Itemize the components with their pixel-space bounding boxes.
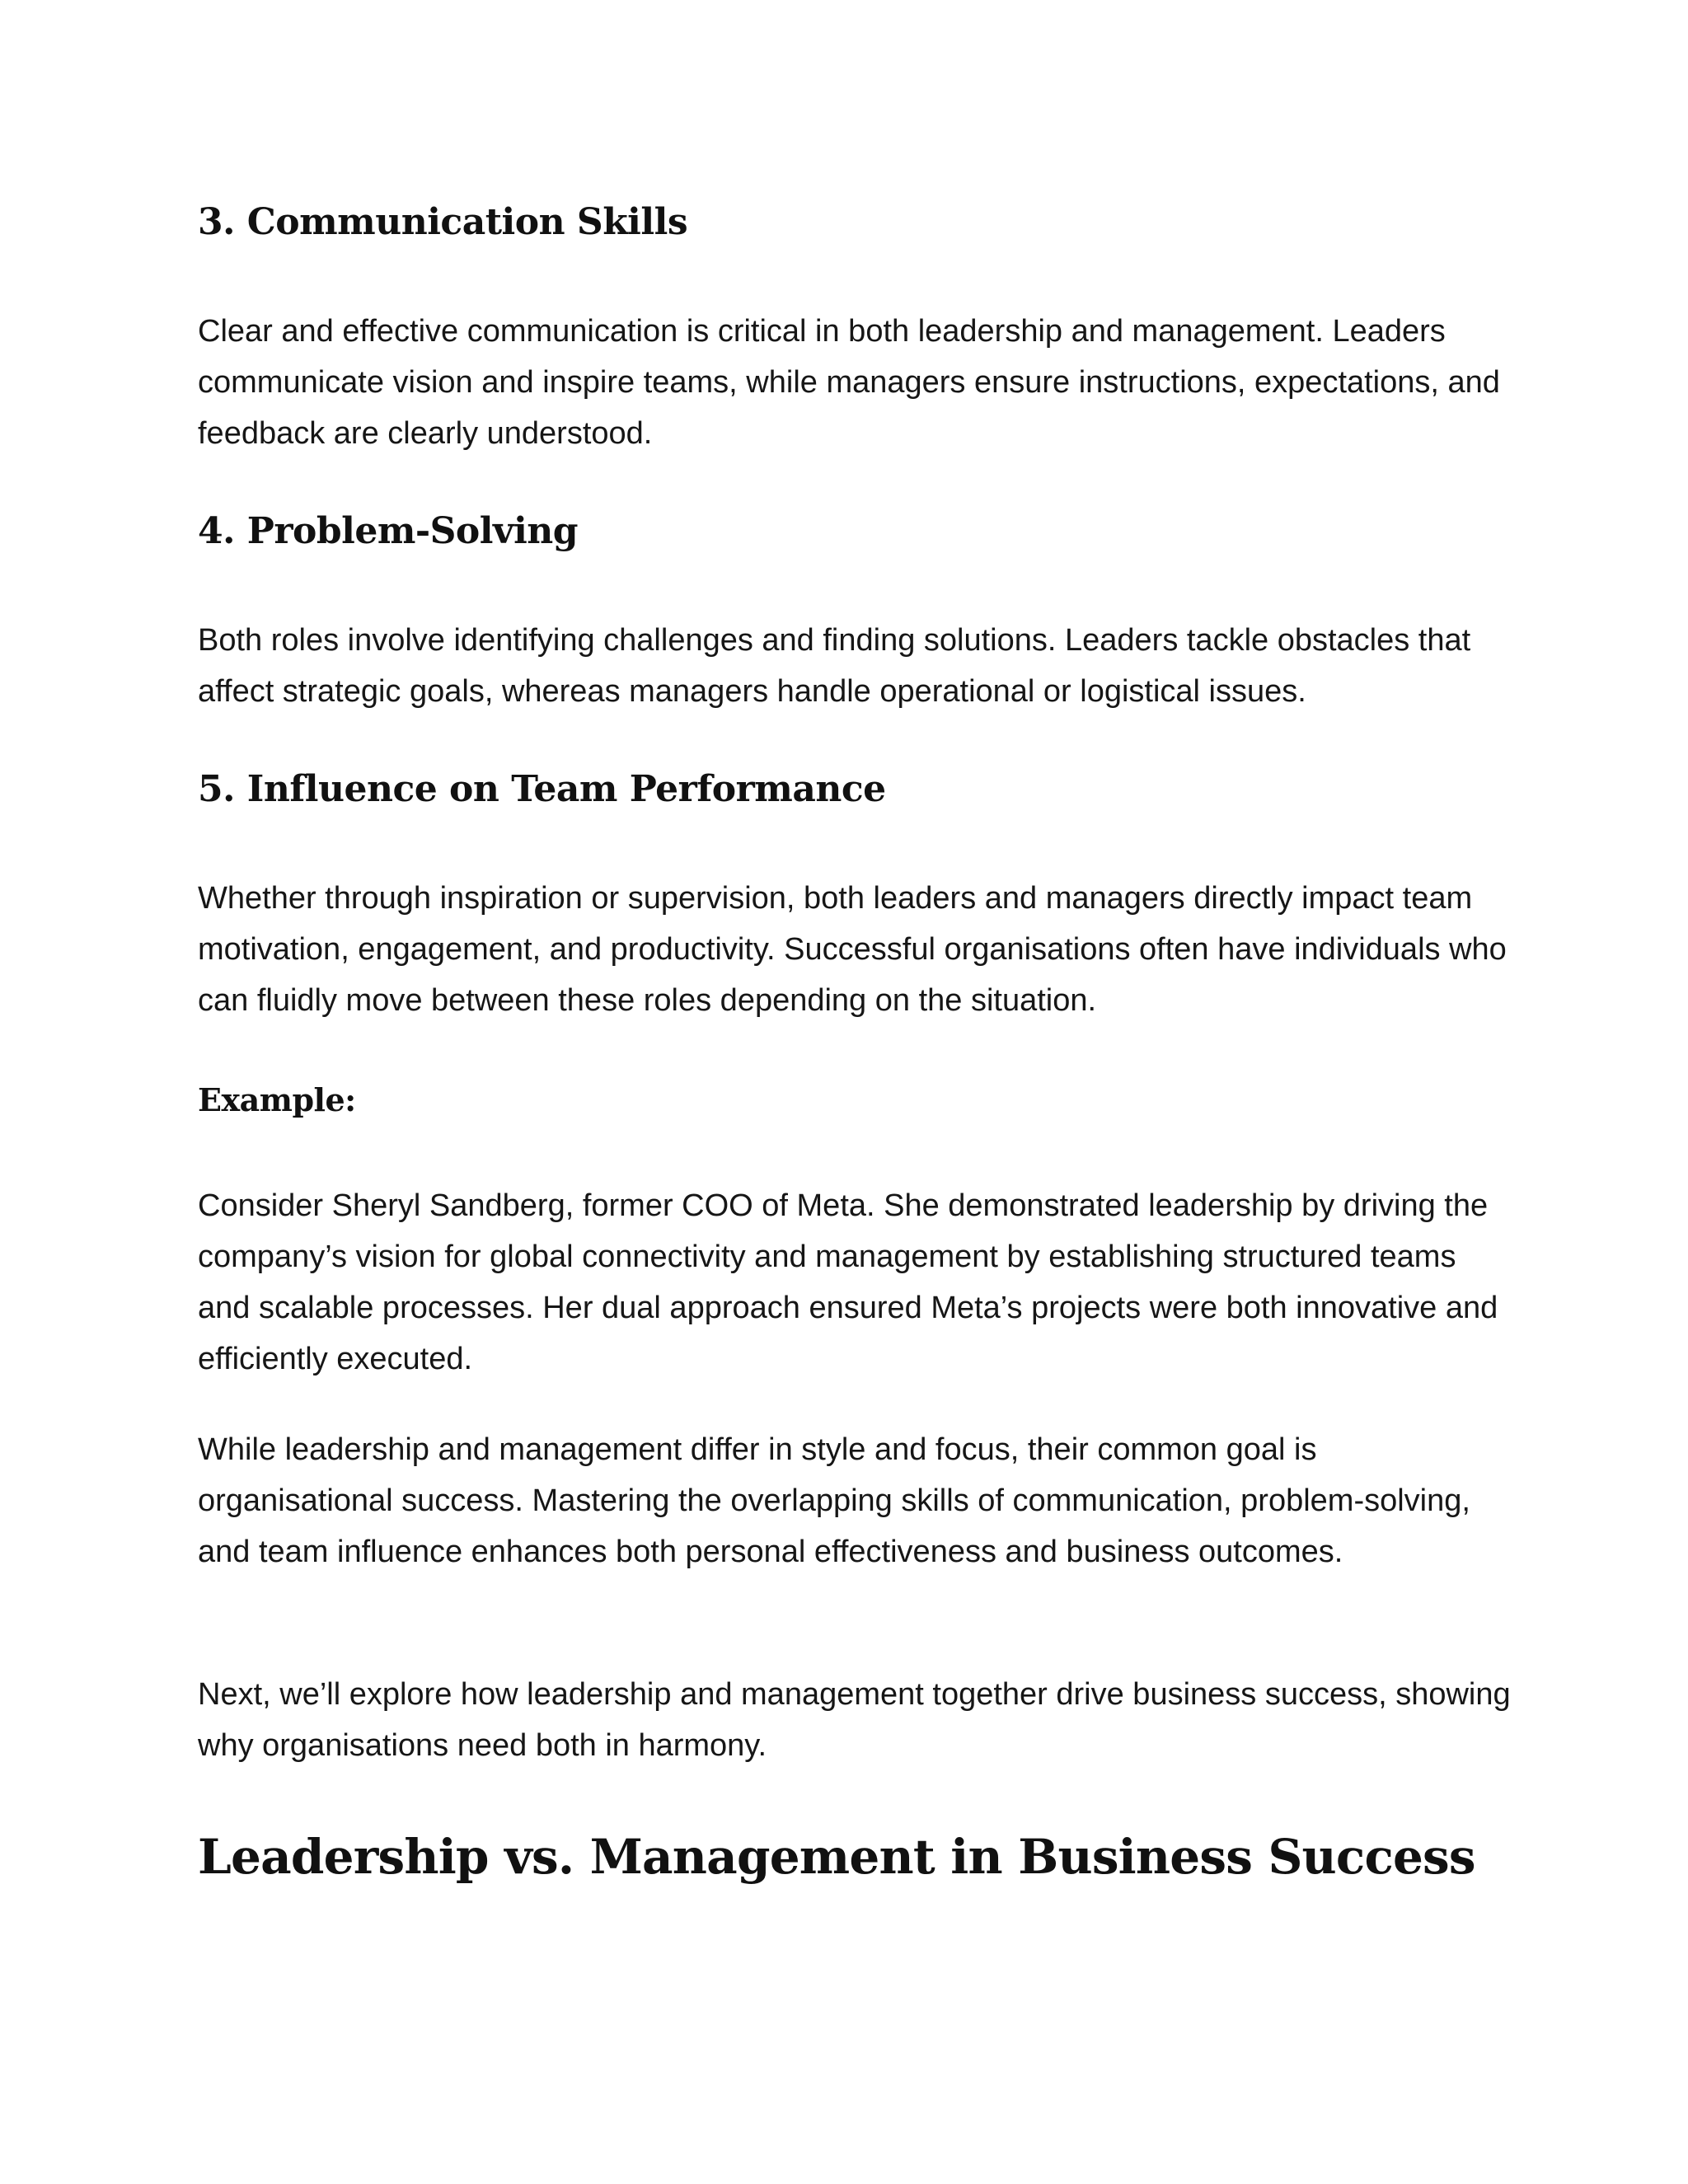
section-heading-communication-skills: 3. Communication Skills [198,201,688,243]
section-body-communication-skills: Clear and effective communication is critical in both leadership and management. Leaders communicate vision and inspire teams, while managers ensure instructions, expectations, and feedback are clearly understood. [198,314,1500,451]
section-body-influence-on-team-performance: Whether through inspiration or supervision, both leaders and managers directly impact team motivation, engagement, and productivity. Successful organisations often have individuals who can fluidly move between these roles depending on the situation. [198,881,1507,1018]
section-heading-problem-solving: 4. Problem-Solving [198,510,579,552]
conclusion-paragraph-1: While leadership and management differ in style and focus, their common goal is organisational success. Mastering the overlapping skills of communication, problem-solving, and team influence enhances both personal effectiveness and business outcomes. [198,1432,1470,1569]
example-body: Consider Sheryl Sandberg, former COO of Meta. She demonstrated leadership by driving the company’s vision for global connectivity and management by establishing structured teams and scalable processes. Her dual approach ensured Meta’s projects were both innovative and efficiently executed. [198,1188,1498,1376]
section-heading-influence-on-team-performance: 5. Influence on Team Performance [198,768,886,810]
section-body-problem-solving: Both roles involve identifying challenges and finding solutions. Leaders tackle obstacles that affect strategic goals, whereas managers handle operational or logistical issues. [198,623,1471,709]
next-section-heading: Leadership vs. Management in Business Success [198,1829,1475,1885]
example-label: Example: [198,1081,356,1118]
conclusion-paragraph-2: Next, we’ll explore how leadership and management together drive business success, showing why organisations need both in harmony. [198,1677,1511,1763]
